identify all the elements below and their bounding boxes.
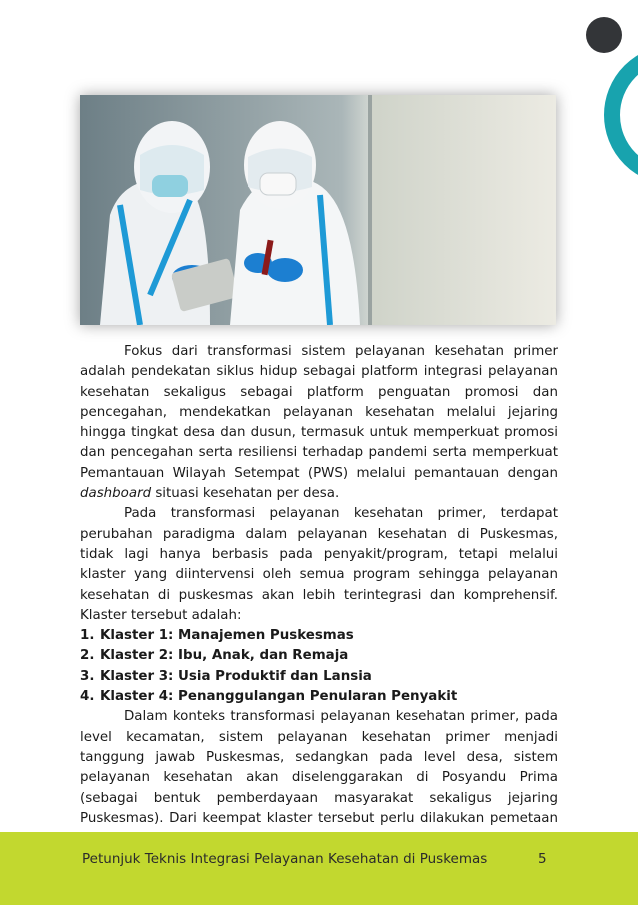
p2-line: adalah: <box>191 607 242 623</box>
list-item <box>80 687 558 707</box>
p2-line: perubahan paradigma dalam pelayanan kesehatan di Puskesmas, <box>80 526 558 542</box>
p1-line: Fokus dari transformasi sistem pelayanan kesehatan primer <box>124 344 558 359</box>
paragraph-3 <box>80 707 558 829</box>
p3-line: (sebagai bentuk pemberdayaan masyarakat sekaligus jejaring <box>80 790 558 806</box>
cluster-list <box>80 626 558 707</box>
p1-line: kesehatan sekaligus sebagai platform penguatan promosi dan <box>80 384 558 400</box>
paragraph-2 <box>80 504 558 626</box>
page-number: 5 <box>538 851 547 867</box>
p2-line: Pada transformasi pelayanan kesehatan primer, terdapat <box>124 506 558 522</box>
body-text <box>80 342 558 829</box>
list-label: Klaster 4: Penanggulangan Penularan Penyakit <box>100 689 458 705</box>
p3-line: Puskesmas). Dari keempat klaster tersebut perlu dilakukan pemetaan <box>80 810 558 826</box>
p3-line: tanggung jawab Puskesmas, sedangkan pada level desa, sistem <box>80 749 558 765</box>
decorative-teal-arc <box>604 40 638 190</box>
p1-line: pencegahan, mendekatkan pelayanan kesehatan melalui jejaring <box>80 404 558 420</box>
footer-title: Petunjuk Teknis Integrasi Pelayanan Kesehatan di Puskemas <box>82 851 488 867</box>
p1-line: dan pencegahan serta resiliensi terhadap pandemi serta memperkuat <box>80 445 558 461</box>
p1-line: situasi kesehatan per desa. <box>151 486 340 502</box>
footer-band <box>0 832 638 905</box>
list-number: 2. <box>80 648 95 664</box>
list-item <box>80 646 558 666</box>
list-label: Klaster 1: Manajemen Puskesmas <box>100 628 354 644</box>
list-number: 3. <box>80 668 95 684</box>
list-number: 4. <box>80 689 95 705</box>
list-item <box>80 667 558 687</box>
p1-italic-term: dashboard <box>80 486 152 502</box>
list-item <box>80 626 558 646</box>
header-photo <box>80 95 556 325</box>
p2-line: di puskesmas akan lebih terintegrasi dan komprehensif. Klaster tersebut <box>80 587 558 623</box>
p2-line: yang diintervensi oleh semua program sehingga pelayanan kesehatan <box>80 567 558 603</box>
list-label: Klaster 3: Usia Produktif dan Lansia <box>100 668 372 684</box>
list-label: Klaster 2: Ibu, Anak, dan Remaja <box>100 648 349 664</box>
p3-line: pelayanan kesehatan akan diselenggarakan di Posyandu Prima <box>80 770 558 786</box>
paragraph-1 <box>80 342 558 504</box>
p3-line: level kecamatan, sistem pelayanan kesehatan primer menjadi <box>80 729 558 745</box>
p1-line: Pemantauan Wilayah Setempat (PWS) melalui pemantauan dengan <box>80 465 558 481</box>
p1-line: adalah pendekatan siklus hidup sebagai platform integrasi pelayanan <box>80 364 558 380</box>
p1-line: hingga tingkat desa dan dusun, termasuk untuk memperkuat promosi <box>80 425 558 441</box>
p2-line: tidak lagi hanya berbasis pada penyakit/program, tetapi melalui klaster <box>80 546 558 583</box>
list-number: 1. <box>80 628 95 644</box>
p3-line: Dalam konteks transformasi pelayanan kesehatan primer, pada <box>124 709 558 725</box>
